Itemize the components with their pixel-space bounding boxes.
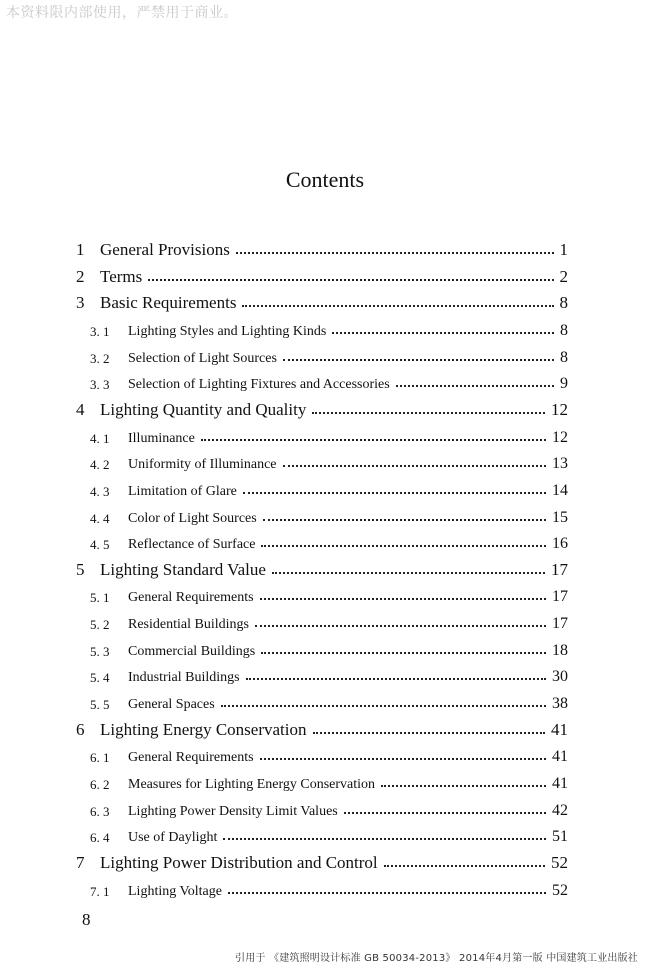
toc-entry-page: 2 bbox=[559, 266, 568, 286]
toc-dot-leader bbox=[263, 519, 546, 521]
toc-dot-leader bbox=[272, 572, 545, 574]
toc-entry-page: 30 bbox=[552, 668, 568, 686]
toc-entry-title: Color of Light Sources bbox=[128, 510, 257, 526]
toc-entry-number: 5. 4 bbox=[90, 670, 110, 686]
toc-section-entry bbox=[76, 369, 568, 393]
toc-dot-leader bbox=[243, 492, 546, 494]
toc-section-entry bbox=[76, 316, 568, 340]
toc-entry-page: 13 bbox=[552, 455, 568, 473]
toc-section-entry bbox=[76, 742, 568, 766]
toc-entry-title: Use of Daylight bbox=[128, 830, 218, 846]
toc-section-entry bbox=[76, 529, 568, 553]
toc-dot-leader bbox=[201, 439, 546, 441]
toc-section-entry bbox=[76, 503, 568, 527]
toc-entry-page: 41 bbox=[552, 775, 568, 792]
toc-entry-title: Uniformity of Illuminance bbox=[128, 457, 277, 473]
toc-entry-page: 17 bbox=[551, 559, 568, 579]
page-number: 8 bbox=[82, 910, 91, 929]
toc-entry-number: 1 bbox=[76, 240, 85, 259]
toc-dot-leader bbox=[261, 545, 546, 547]
toc-entry-page: 8 bbox=[560, 321, 568, 339]
toc-entry-title: Industrial Buildings bbox=[128, 670, 240, 686]
toc-entry-number: 6. 1 bbox=[90, 750, 110, 766]
toc-entry-number: 6. 2 bbox=[90, 777, 110, 792]
toc-dot-leader bbox=[255, 625, 546, 627]
toc-entry-title: Residential Buildings bbox=[128, 617, 249, 633]
toc-entry-page: 52 bbox=[551, 852, 568, 872]
toc-entry-page: 14 bbox=[552, 481, 568, 499]
toc-entry-title: Lighting Power Density Limit Values bbox=[128, 803, 338, 819]
page-title: Contents bbox=[285, 167, 365, 192]
toc-section-entry bbox=[76, 689, 568, 713]
toc-entry-page: 15 bbox=[552, 508, 568, 526]
toc-dot-leader bbox=[283, 465, 546, 467]
toc-entry-title: Lighting Power Distribution and Control bbox=[100, 852, 378, 872]
toc-entry-number: 5. 2 bbox=[90, 617, 110, 633]
toc-entry-page: 16 bbox=[552, 535, 568, 553]
toc-entry-title: Lighting Energy Conservation bbox=[100, 719, 307, 739]
toc-entry-number: 3. 1 bbox=[90, 323, 110, 339]
toc-chapter-entry bbox=[76, 849, 568, 873]
toc-entry-title: General Requirements bbox=[128, 590, 254, 606]
toc-entry-page: 41 bbox=[551, 719, 568, 739]
toc-dot-leader bbox=[242, 305, 553, 307]
toc-entry-title: Measures for Lighting Energy Conservation bbox=[128, 777, 376, 792]
toc-section-entry bbox=[76, 343, 568, 367]
toc-entry-number: 6 bbox=[76, 719, 85, 739]
toc-entry-page: 12 bbox=[551, 399, 568, 419]
toc-entry-number: 7 bbox=[76, 852, 85, 872]
toc-entry-number: 3. 3 bbox=[90, 377, 110, 393]
toc-chapter-entry bbox=[76, 236, 568, 260]
toc-entry-page: 12 bbox=[552, 428, 568, 446]
toc-entry-title: Terms bbox=[100, 266, 143, 286]
toc-entry-title: Selection of Lighting Fixtures and Accessories bbox=[128, 377, 390, 393]
toc-entry-page: 8 bbox=[560, 348, 568, 366]
toc-section-entry bbox=[76, 582, 568, 606]
toc-section-entry bbox=[76, 476, 568, 500]
toc-entry-number: 2 bbox=[76, 266, 85, 286]
toc-entry-title: Basic Requirements bbox=[100, 293, 237, 313]
toc-entry-page: 51 bbox=[552, 828, 568, 846]
toc-section-entry bbox=[76, 423, 568, 447]
toc-section-entry bbox=[76, 636, 568, 660]
toc-entry-title: General Spaces bbox=[128, 697, 215, 713]
toc-entry-title: Lighting Styles and Lighting Kinds bbox=[128, 323, 327, 339]
toc-entry-number: 6. 3 bbox=[90, 803, 110, 819]
toc-entry-number: 4. 2 bbox=[90, 457, 110, 473]
toc-entry-title: Selection of Light Sources bbox=[128, 350, 277, 366]
toc-entry-page: 8 bbox=[559, 293, 568, 313]
toc-entry-title: Reflectance of Surface bbox=[128, 537, 256, 553]
toc-chapter-entry bbox=[76, 556, 568, 580]
toc-entry-page: 17 bbox=[552, 615, 568, 633]
toc-section-entry bbox=[76, 662, 568, 686]
toc-section-entry bbox=[76, 822, 568, 846]
toc-dot-leader bbox=[223, 838, 546, 840]
toc-dot-leader bbox=[332, 332, 554, 334]
toc-chapter-entry bbox=[76, 716, 568, 740]
toc-entry-page: 9 bbox=[560, 375, 568, 393]
toc-section-entry bbox=[76, 609, 568, 633]
toc-entry-page: 38 bbox=[552, 695, 568, 713]
toc-entry-page: 17 bbox=[552, 588, 568, 606]
toc-entry-page: 52 bbox=[552, 881, 568, 899]
toc-dot-leader bbox=[260, 598, 546, 600]
toc-entry-number: 3 bbox=[76, 293, 85, 313]
toc-dot-leader bbox=[228, 892, 546, 894]
toc-entry-number: 4. 1 bbox=[90, 430, 110, 446]
toc-entry-title: General Provisions bbox=[100, 240, 230, 259]
toc-dot-leader bbox=[312, 412, 545, 414]
toc-dot-leader bbox=[381, 785, 546, 787]
toc-section-entry bbox=[76, 876, 568, 900]
toc-dot-leader bbox=[236, 252, 554, 254]
toc-entry-title: Lighting Quantity and Quality bbox=[100, 399, 307, 419]
toc-entry-page: 42 bbox=[552, 801, 568, 819]
toc-entry-page: 41 bbox=[552, 748, 568, 766]
toc-chapter-entry bbox=[76, 396, 568, 420]
toc-entry-number: 5. 5 bbox=[90, 697, 110, 713]
toc-entry-number: 4. 4 bbox=[90, 510, 110, 526]
watermark-text: 本资料限内部使用，严禁用于商业。 bbox=[6, 5, 238, 21]
toc-dot-leader bbox=[344, 812, 546, 814]
toc-dot-leader bbox=[221, 705, 546, 707]
toc-entry-title: Lighting Standard Value bbox=[100, 559, 266, 579]
toc-dot-leader bbox=[283, 359, 554, 361]
toc-entry-number: 5. 3 bbox=[90, 643, 110, 659]
toc-entry-number: 5. 1 bbox=[90, 590, 110, 606]
toc-dot-leader bbox=[148, 279, 553, 281]
toc-dot-leader bbox=[313, 732, 546, 734]
toc-section-entry bbox=[76, 449, 568, 473]
toc-entry-title: General Requirements bbox=[128, 750, 254, 766]
toc-entry-number: 4. 5 bbox=[90, 537, 110, 553]
toc-entry-title: Lighting Voltage bbox=[128, 883, 222, 899]
toc-dot-leader bbox=[384, 865, 545, 867]
toc-dot-leader bbox=[396, 385, 554, 387]
toc-chapter-entry bbox=[76, 263, 568, 287]
toc-dot-leader bbox=[246, 678, 546, 680]
citation-footer: 引用于 《建筑照明设计标准 GB 50034-2013》 2014年4月第一版 中国建筑工业出版社 bbox=[235, 953, 638, 964]
toc-entry-number: 4. 3 bbox=[90, 483, 110, 499]
toc-entry-number: 6. 4 bbox=[90, 830, 110, 846]
toc-section-entry bbox=[76, 796, 568, 820]
toc-entry-title: Commercial Buildings bbox=[128, 643, 256, 659]
toc-entry-title: Limitation of Glare bbox=[128, 483, 237, 499]
toc-entry-number: 3. 2 bbox=[90, 350, 110, 366]
toc-entry-title: Illuminance bbox=[128, 430, 195, 446]
toc-entry-number: 5 bbox=[76, 559, 85, 579]
toc-entry-page: 18 bbox=[552, 641, 568, 659]
toc-entry-number: 4 bbox=[76, 399, 85, 419]
toc-section-entry bbox=[76, 769, 568, 793]
toc-entry-page: 1 bbox=[559, 240, 568, 259]
toc-chapter-entry bbox=[76, 289, 568, 313]
toc-entry-number: 7. 1 bbox=[90, 883, 110, 899]
toc-dot-leader bbox=[260, 758, 546, 760]
toc-dot-leader bbox=[261, 652, 546, 654]
